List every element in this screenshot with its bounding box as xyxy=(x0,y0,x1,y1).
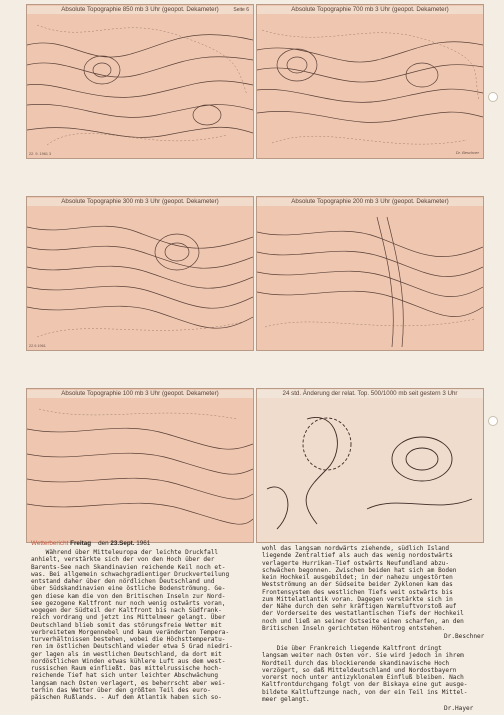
contour-map xyxy=(27,197,253,350)
text-line: der Nähe durch den sehr kräftigen Warmluftvorstoß auf xyxy=(262,603,457,610)
text-line: terhin das Wetter über den größten Teil des euro- xyxy=(31,686,211,694)
contour-map xyxy=(27,5,253,158)
text-line: Nordteil durch das blockierende skandinavische Hoch xyxy=(262,659,450,667)
text-line: ger lagen als im westlichen Deutschland, da dort mit xyxy=(31,650,222,658)
panel-date: 22. 9. 1961 3 xyxy=(29,152,52,156)
panel-title: 24 std. Änderung der relat. Top. 500/1000 mb seit gestern 3 Uhr xyxy=(257,390,483,398)
text-line: Kaltfrontdurchgang folgt von der Biskaya eine gut ausge- xyxy=(262,681,468,689)
report-header xyxy=(31,540,150,547)
text-line: russischen Raum einfließt. Das mittelrussische hoch- xyxy=(31,665,222,672)
text-line: liegende Zentraltief als auch das wenig nordostwärts xyxy=(262,552,453,560)
contour-map xyxy=(257,389,483,542)
text-line: bildete Kaltluftzunge nach, von der ein Teil ins Mittel- xyxy=(262,688,468,696)
text-line: turverhältnissen bestehen, wobei die Höchsttemperatu- xyxy=(31,636,226,643)
text-line: Frontensystem des westlichen Tiefs weit ostwärts bis xyxy=(262,588,453,596)
text-line: was. Bei allgemein schwachgradientiger Druckverteilung xyxy=(31,570,230,578)
text-line: vorerst noch unter antizyklonalem Einfluß bleiben. Nach xyxy=(262,674,464,681)
map-panel-700mb xyxy=(256,4,484,159)
text-line: meer gelangt. xyxy=(262,695,310,703)
text-line: langsam weiter nach Osten vor. Sie wird jedoch in ihrem xyxy=(262,652,464,660)
report-year: 1961 xyxy=(136,540,151,547)
punch-hole xyxy=(488,92,498,102)
punch-hole xyxy=(488,416,498,426)
map-panel-300mb xyxy=(26,196,254,351)
text-line: gen diese kam die von den Britischen Inseln zur Nord- xyxy=(31,592,226,600)
text-line: reich vordrang und jetzt ins Mittelmeer gelangt. Über xyxy=(31,614,226,622)
text-line: reichende Tief hat sich unter leichter Abschwächung xyxy=(31,672,219,680)
report-right-column xyxy=(262,545,464,632)
text-line: verbreitetem Morgennebel und kaum veränderten Tempera- xyxy=(31,628,230,636)
panel-title: Absolute Topographie 200 mb 3 Uhr (geopot. Dekameter) xyxy=(257,198,483,206)
text-line: Deutschland blieb somit das störungsfreie Wetter mit xyxy=(31,621,222,629)
text-line: schwächen begonnen. Zwischen beiden hat sich am Boden xyxy=(262,566,457,574)
text-line: noch und ließ an seiner Ostseite einen scharfen, an den xyxy=(262,617,464,625)
text-line: verlagerte Hurrikan-Tief ostwärts Neufundland abzu- xyxy=(262,559,450,567)
report-label: Wetterbericht xyxy=(31,540,69,547)
text-line: wogegen der Südteil der Kaltfront bis nach Südfrank- xyxy=(31,607,222,614)
contour-map xyxy=(257,197,483,350)
map-panel-100mb xyxy=(26,388,254,543)
text-line: anhielt, verstärkte sich der von den Hoch über der xyxy=(31,556,215,564)
text-line: Während über Mitteleuropa der leichte Druckfall xyxy=(31,549,219,556)
text-line: der Vorderseite des westatlantischen Tiefs der Hochkeil xyxy=(262,610,464,618)
author-signature: Dr.Beschner xyxy=(444,633,485,640)
map-panel-200mb xyxy=(256,196,484,351)
text-line: nordöstlichen Winden etwas kühlere Luft aus dem west- xyxy=(31,657,226,665)
report-right-column-continued xyxy=(262,645,467,703)
text-line: langsam nach Osten verlagert, es beherrscht aber wei- xyxy=(31,679,226,687)
panel-title: Absolute Topographie 300 mb 3 Uhr (geopot. Dekameter) xyxy=(27,198,253,206)
map-panel-850mb xyxy=(26,4,254,159)
map-panel-thickness-change xyxy=(256,388,484,543)
text-line: wohl das langsam nordwärts ziehende, südlich Island xyxy=(262,545,450,552)
text-line: Westströmung an der Südseite beider Zyklonen kam das xyxy=(262,581,453,589)
text-line: Die über Frankreich liegende Kaltfront dringt xyxy=(262,645,442,652)
text-line: ren im östlichen Deutschland wieder etwa 5 Grad niedri- xyxy=(31,643,233,651)
text-line: verzögert, so daß Mitteldeutschland und Nordostbayern xyxy=(262,666,457,674)
text-line: päischen Rußlands. - Auf dem Atlantik haben sich so- xyxy=(31,694,222,701)
author-signature: Dr.Hayer xyxy=(444,705,474,712)
report-date: 23.Sept. xyxy=(110,540,135,547)
panel-title: Absolute Topographie 700 mb 3 Uhr (geopot. Dekameter) xyxy=(257,6,483,14)
contour-map xyxy=(257,5,483,158)
text-line: kein Hochkeil ausgebildet; in der nahezu ungestörten xyxy=(262,574,453,581)
text-line: zum Mittelatlantik voran. Dagegen verstärkte sich in xyxy=(262,595,453,603)
text-line: Britischen Inseln gerichteten Höhentrog entstehen. xyxy=(262,624,446,632)
page-label: Seite 6 xyxy=(233,7,249,13)
panel-date: 22.9.1961 xyxy=(29,344,46,348)
text-line: über Südskandinavien eine östliche Bodenströmung. Ge- xyxy=(31,585,226,593)
report-left-column xyxy=(31,549,233,701)
report-date-prefix: den xyxy=(98,540,109,547)
text-line: see gezogene Kaltfront nur noch wenig ostwärts voran, xyxy=(31,599,226,607)
panel-signature: Dr. Beschner xyxy=(455,150,479,155)
report-day: Freitag xyxy=(70,540,92,547)
panel-title: Absolute Topographie 100 mb 3 Uhr (geopot. Dekameter) xyxy=(27,390,253,398)
panel-title: Absolute Topographie 850 mb 3 Uhr (geopot. Dekameter) Seite 6 xyxy=(27,6,253,14)
text-line: entstand daher über den nördlichen Deutschland und xyxy=(31,578,215,585)
contour-map xyxy=(27,389,253,542)
text-line: Barents-See nach Skandinavien reichende Keil noch et- xyxy=(31,563,226,571)
